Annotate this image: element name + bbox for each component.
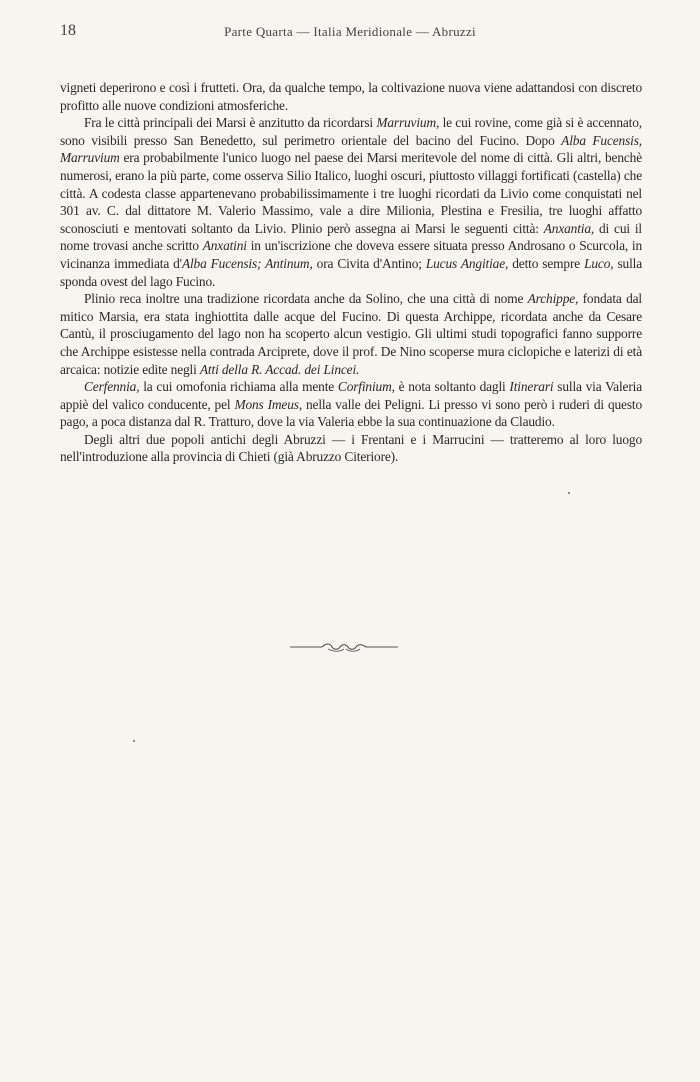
text-run: vigneti deperirono e così i frutteti. Ora, da qualche tempo, la coltivazione nuova viene adattandosi con discreto profitto alle nuove condizioni atmosferiche. — [60, 80, 642, 113]
italic-text: Luco, — [584, 255, 614, 271]
paragraph — [60, 79, 642, 114]
paragraph — [60, 378, 642, 431]
italic-text: Alba Fucensis; Antinum, — [181, 255, 313, 271]
italic-text: Lucus Angitiae, — [425, 255, 509, 271]
text-run: le cui rovine, come già si è accennato, sono visibili presso San Benedetto, sul perimetro orientale del bacino del Fucino. Dopo — [60, 115, 642, 148]
text-run: detto sempre — [508, 255, 585, 271]
text-run: sulla sponda ovest del lago Fucino. — [60, 255, 643, 289]
text-run: Plinio reca inoltre una tradizione ricordata anche da Solino, che una città di nome — [84, 291, 528, 307]
text-run: nella valle dei Peligni. Li presso vi sono però i ruderi di questo pago, a poca distanza dal R. Tratturo, dove la via Valeria ebbe la sua continuazione da Claudio. — [60, 396, 643, 430]
italic-text: Alba Fucensis, Marruvium — [60, 132, 642, 166]
body-text — [60, 79, 642, 466]
italic-text: Archippe, — [527, 291, 579, 307]
text-run: ora Civita d'Antino; — [312, 255, 426, 271]
paragraph — [60, 114, 642, 290]
text-run: è nota soltanto dagli — [394, 379, 510, 395]
text-run: fondata dal mitico Marsia, era stata inghiottita dalle acque del Fucino. Di questa Archippe, ricordata anche da Cesare Cantù, il prosciugamento del lago non ha scoperto alcun vestigio. Gli ultimi studi topografici fanno supporre che Archippe esistesse nella contrada Arciprete, dove il prof. De Nino scoperse mura ciclopiche e laterizi di età arcaica: notizie edite negli — [60, 291, 642, 377]
paragraph — [60, 290, 642, 378]
italic-text: Marruvium, — [376, 115, 440, 131]
text-run: Fra le città principali dei Marsi è anzitutto da ricordarsi — [84, 115, 377, 131]
italic-text: Itinerari — [509, 379, 554, 395]
page-number: 18 — [60, 22, 76, 39]
paper-speck — [568, 492, 570, 494]
tailpiece-ornament-icon — [288, 640, 400, 654]
italic-text: Cerfennia, — [84, 379, 140, 395]
text-run: era probabilmente l'unico luogo nel paese dei Marsi meritevole del nome di città. Gli altri, benchè numerosi, erano la più parte, come osserva Silio Italico, luoghi oscuri, piuttosto villaggi fortificati (castella) che città. A codesta classe appartenevano probabilissimamente i tre luoghi ricordati da Livio come conquistati nel 301 av. C. dal dittatore M. Valerio Massimo, vale a dire Milionia, Plestina e Fresilia, tre luoghi affatto sconosciuti e mentovati soltanto da Livio. Plinio però assegna ai Marsi le seguenti città: — [60, 150, 642, 236]
text-run: la cui omofonia richiama alla mente — [139, 379, 338, 395]
running-title: Parte Quarta — Italia Meridionale — Abruzzi — [224, 24, 476, 39]
text-run: Degli altri due popoli antichi degli Abruzzi — i Frentani e i Marrucini — tratteremo al loro luogo nell'introduzione alla provincia di Chieti (già Abruzzo Citeriore). — [60, 431, 642, 465]
italic-text: Mons Imeus, — [234, 396, 303, 412]
text-run: in un'iscrizione che doveva essere situata presso Androsano o Scurcola, in vicinanza immediata d' — [60, 238, 642, 271]
italic-text: Anxatini — [202, 238, 247, 254]
italic-text: Corfinium, — [337, 379, 395, 395]
italic-text: Anxantia, — [543, 220, 595, 236]
text-run: di cui il nome trovasi anche scritto — [60, 220, 642, 254]
page-header — [60, 22, 640, 44]
text-run: sulla via Valeria appiè del valico conducente, pel — [60, 379, 642, 412]
italic-text: Atti della R. Accad. dei Lincei. — [199, 361, 360, 377]
paper-speck — [133, 740, 135, 742]
paragraph — [60, 431, 642, 466]
